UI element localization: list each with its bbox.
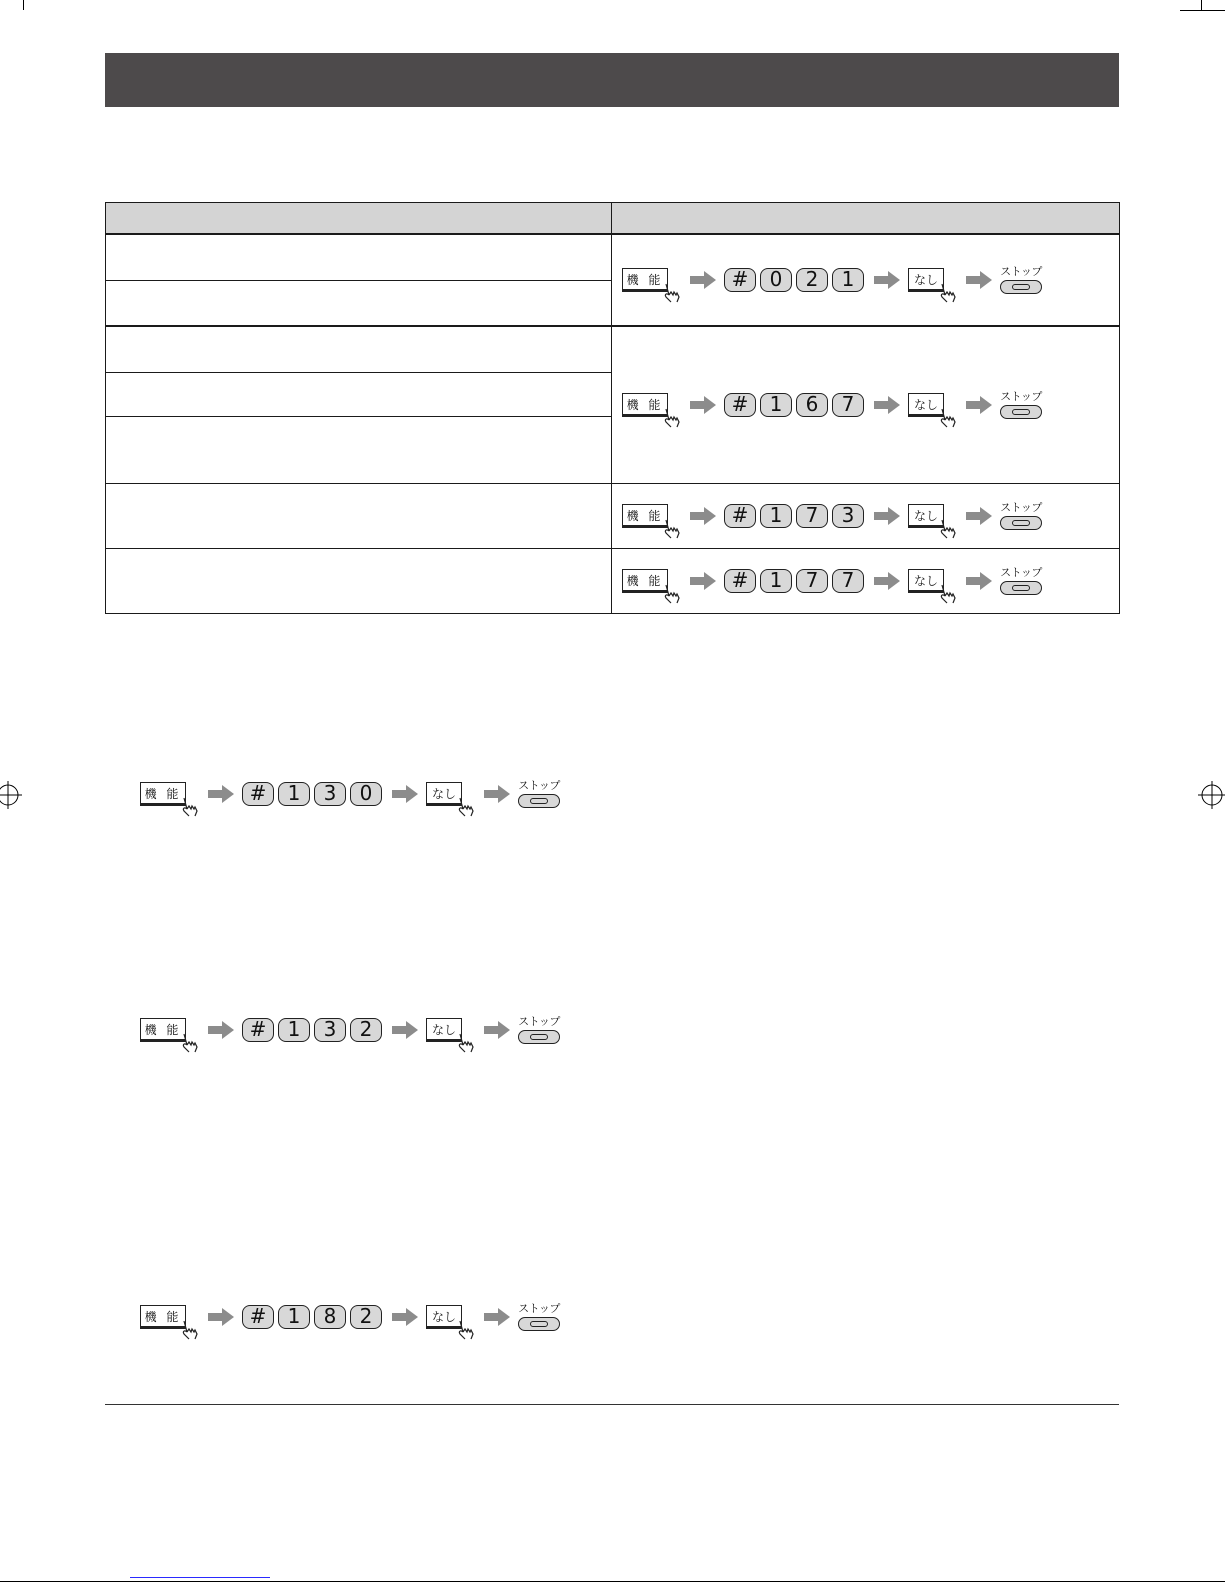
table-cell — [106, 281, 612, 327]
key-hash[interactable]: # — [242, 782, 274, 806]
arrow-right-icon — [966, 271, 992, 289]
key-hash[interactable]: # — [724, 504, 756, 528]
table-row — [106, 484, 1120, 549]
kinou-button[interactable] — [622, 569, 668, 593]
press-hand-icon — [457, 1033, 479, 1053]
press-hand-icon — [663, 584, 685, 604]
stop-button-label: ストップ — [518, 779, 560, 792]
stop-key-icon — [518, 794, 560, 808]
key-sequence — [612, 266, 1119, 294]
nashi-button-label: なし — [913, 508, 938, 523]
kinou-button-label: 機 能 — [144, 786, 182, 801]
stop-key-icon — [518, 1030, 560, 1044]
stop-button-label: ストップ — [1000, 566, 1042, 579]
table-cell-sequence — [612, 326, 1120, 484]
footer-divider — [105, 1404, 1119, 1405]
arrow-right-icon — [874, 507, 900, 525]
kinou-button[interactable] — [140, 1305, 186, 1329]
key-digit[interactable]: 1 — [278, 782, 310, 806]
crop-mark — [23, 0, 24, 10]
kinou-button[interactable] — [622, 268, 668, 292]
key-digit[interactable]: 1 — [278, 1305, 310, 1329]
stop-button[interactable] — [1000, 391, 1042, 419]
arrow-right-icon — [392, 1021, 418, 1039]
press-hand-icon — [939, 408, 961, 428]
table-row — [106, 234, 1120, 281]
table-cell-sequence — [612, 234, 1120, 326]
nashi-button[interactable] — [908, 504, 944, 528]
stop-button[interactable] — [1000, 502, 1042, 530]
stop-button[interactable] — [1000, 567, 1042, 595]
table-cell-sequence — [612, 549, 1120, 614]
key-sequence — [140, 1303, 560, 1331]
press-hand-icon — [663, 519, 685, 539]
arrow-right-icon — [690, 507, 716, 525]
table-cell — [106, 326, 612, 373]
key-hash[interactable]: # — [724, 393, 756, 417]
nashi-button[interactable] — [426, 1018, 462, 1042]
key-sequence — [612, 502, 1119, 530]
stop-key-icon — [1000, 581, 1042, 595]
footer-link-underline — [130, 1577, 270, 1578]
nashi-button-label: なし — [913, 397, 938, 412]
nashi-button[interactable] — [908, 268, 944, 292]
press-hand-icon — [181, 1320, 203, 1340]
key-digit[interactable]: 7 — [796, 569, 828, 593]
stop-key-icon — [1000, 405, 1042, 419]
table-header-cell-right — [612, 203, 1120, 235]
operations-table — [105, 202, 1120, 614]
stop-key-icon — [1000, 516, 1042, 530]
stop-button-label: ストップ — [1000, 390, 1042, 403]
stop-button-label: ストップ — [1000, 501, 1042, 514]
press-hand-icon — [663, 408, 685, 428]
nashi-button[interactable] — [426, 782, 462, 806]
arrow-right-icon — [874, 572, 900, 590]
table-cell — [106, 417, 612, 484]
stop-button-label: ストップ — [1000, 265, 1042, 278]
key-sequence — [140, 1016, 560, 1044]
key-digit[interactable]: 7 — [832, 393, 864, 417]
press-hand-icon — [181, 1033, 203, 1053]
key-digit[interactable]: 2 — [350, 1018, 382, 1042]
key-digit[interactable]: 1 — [278, 1018, 310, 1042]
key-sequence — [612, 567, 1119, 595]
key-digit[interactable]: 0 — [760, 268, 792, 292]
nashi-button[interactable] — [908, 569, 944, 593]
nashi-button-label: なし — [431, 1309, 456, 1324]
registration-mark-right — [1198, 781, 1225, 809]
key-hash[interactable]: # — [242, 1018, 274, 1042]
arrow-right-icon — [966, 507, 992, 525]
arrow-right-icon — [484, 785, 510, 803]
kinou-button-label: 機 能 — [626, 272, 664, 287]
key-digit[interactable]: 2 — [350, 1305, 382, 1329]
key-sequence — [140, 780, 560, 808]
table-row — [106, 326, 1120, 373]
key-digit[interactable]: 3 — [314, 1018, 346, 1042]
stop-key-icon — [518, 1317, 560, 1331]
table-header-row — [106, 203, 1120, 235]
nashi-button[interactable] — [426, 1305, 462, 1329]
nashi-button-label: なし — [913, 573, 938, 588]
key-digit[interactable]: 6 — [796, 393, 828, 417]
table-cell — [106, 234, 612, 281]
arrow-right-icon — [690, 271, 716, 289]
key-digit[interactable]: 0 — [350, 782, 382, 806]
crop-mark — [1201, 0, 1202, 10]
table-cell — [106, 373, 612, 417]
stop-button-label: ストップ — [518, 1302, 560, 1315]
page-bottom-rule — [0, 1581, 1225, 1582]
stop-key-icon — [1000, 280, 1042, 294]
key-hash[interactable]: # — [242, 1305, 274, 1329]
kinou-button[interactable] — [622, 504, 668, 528]
key-digit[interactable]: 7 — [832, 569, 864, 593]
kinou-button-label: 機 能 — [144, 1309, 182, 1324]
table-cell — [106, 549, 612, 614]
nashi-button-label: なし — [913, 272, 938, 287]
key-digit[interactable]: 1 — [760, 504, 792, 528]
key-digit[interactable]: 3 — [832, 504, 864, 528]
crop-mark — [1180, 10, 1225, 11]
arrow-right-icon — [874, 271, 900, 289]
stop-button[interactable] — [518, 1016, 560, 1044]
press-hand-icon — [457, 1320, 479, 1340]
press-hand-icon — [939, 283, 961, 303]
key-digit[interactable]: 1 — [760, 393, 792, 417]
arrow-right-icon — [392, 1308, 418, 1326]
arrow-right-icon — [874, 396, 900, 414]
table-cell — [106, 484, 612, 549]
kinou-button[interactable] — [622, 393, 668, 417]
key-hash[interactable]: # — [724, 569, 756, 593]
press-hand-icon — [663, 283, 685, 303]
arrow-right-icon — [484, 1308, 510, 1326]
kinou-button[interactable] — [140, 1018, 186, 1042]
press-hand-icon — [939, 519, 961, 539]
arrow-right-icon — [208, 785, 234, 803]
arrow-right-icon — [484, 1021, 510, 1039]
kinou-button-label: 機 能 — [626, 397, 664, 412]
stop-button[interactable] — [518, 1303, 560, 1331]
registration-mark-left — [0, 781, 22, 809]
arrow-right-icon — [966, 396, 992, 414]
section-header-bar — [105, 53, 1119, 107]
kinou-button[interactable] — [140, 782, 186, 806]
kinou-button-label: 機 能 — [626, 573, 664, 588]
stop-button-label: ストップ — [518, 1015, 560, 1028]
key-digit[interactable]: 1 — [832, 268, 864, 292]
key-digit[interactable]: 3 — [314, 782, 346, 806]
nashi-button-label: なし — [431, 1022, 456, 1037]
arrow-right-icon — [690, 396, 716, 414]
key-digit[interactable]: 1 — [760, 569, 792, 593]
table-row — [106, 549, 1120, 614]
kinou-button-label: 機 能 — [626, 508, 664, 523]
arrow-right-icon — [966, 572, 992, 590]
arrow-right-icon — [208, 1308, 234, 1326]
key-digit[interactable]: 7 — [796, 504, 828, 528]
press-hand-icon — [181, 797, 203, 817]
press-hand-icon — [457, 797, 479, 817]
table-header-cell-left — [106, 203, 612, 235]
kinou-button-label: 機 能 — [144, 1022, 182, 1037]
arrow-right-icon — [208, 1021, 234, 1039]
key-digit[interactable]: 8 — [314, 1305, 346, 1329]
arrow-right-icon — [690, 572, 716, 590]
table-cell-sequence — [612, 484, 1120, 549]
key-digit[interactable]: 2 — [796, 268, 828, 292]
stop-button[interactable] — [1000, 266, 1042, 294]
nashi-button[interactable] — [908, 393, 944, 417]
key-sequence — [612, 391, 1119, 419]
press-hand-icon — [939, 584, 961, 604]
key-hash[interactable]: # — [724, 268, 756, 292]
arrow-right-icon — [392, 785, 418, 803]
nashi-button-label: なし — [431, 786, 456, 801]
stop-button[interactable] — [518, 780, 560, 808]
